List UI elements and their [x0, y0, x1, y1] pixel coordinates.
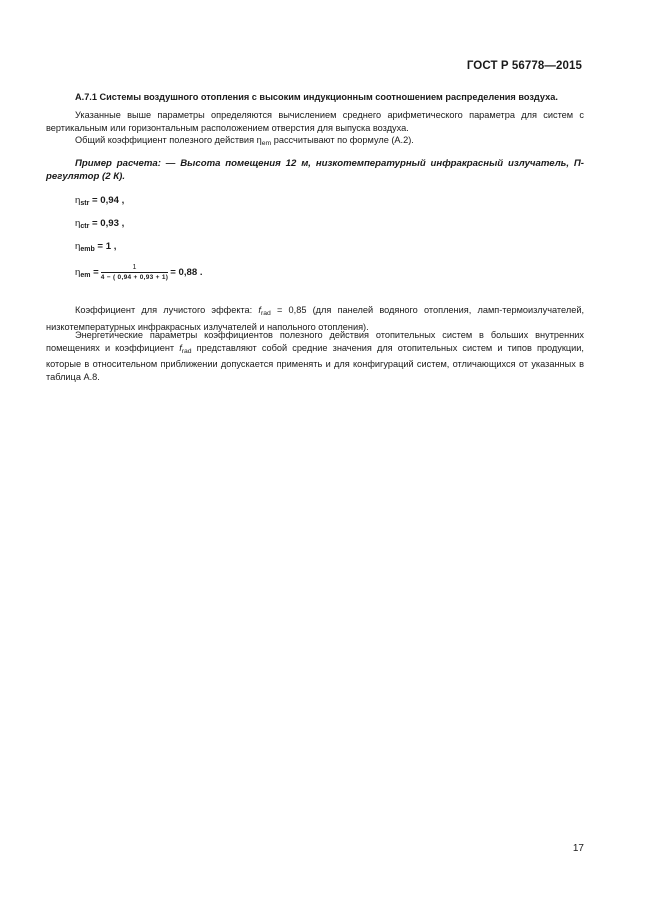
formula-subscript: str: [80, 200, 90, 207]
formula-value: = 1 ,: [97, 241, 117, 252]
eta-symbol: η: [75, 241, 81, 252]
formula-result: = 0,88 .: [170, 267, 203, 279]
eta-symbol: η: [75, 218, 81, 229]
f-symbol: f: [179, 342, 182, 353]
formula-value: = 0,93 ,: [91, 218, 125, 229]
formula-subscript: em: [80, 272, 91, 280]
eta-symbol: η: [75, 267, 81, 279]
paragraph-text-before: Энергетические параметры коэффициентов полезного действия отопительных систем в больших внутренних помещениях и коэффициент: [46, 330, 584, 353]
formula-eta-em: [75, 264, 203, 281]
page-number: 17: [572, 843, 584, 854]
formula-eta-ctr: [75, 218, 124, 230]
paragraph-text-after: = 0,85 (для панелей водяного отопления, ламп-термоизлучателей, низкотемпературных инфракрасных излучателей и напольного отопления).: [46, 305, 584, 332]
f-subscript: rad: [260, 310, 271, 317]
paragraph-energy-parameters: [46, 329, 584, 383]
eta-subscript: em: [261, 140, 272, 147]
fraction-denominator: 4 − ( 0,94 + 0,93 + 1): [100, 274, 169, 281]
paragraph-text-after: рассчитывают по формуле (А.2).: [271, 135, 414, 145]
section-heading: А.7.1 Системы воздушного отопления с высоким индукционным соотношением распределения воздуха.: [75, 92, 558, 102]
f-symbol: f: [258, 305, 261, 315]
fraction-numerator: 1: [101, 264, 169, 273]
formula-eta-str: [75, 195, 124, 207]
document-code: ГОСТ Р 56778—2015: [466, 60, 582, 72]
eta-symbol: η: [256, 135, 262, 145]
calculation-example: Пример расчета: — Высота помещения 12 м, низкотемпературный инфракрасный излучатель, П-регулятор (2 К).: [46, 158, 584, 182]
paragraph-total-efficiency: [46, 134, 584, 151]
paragraph-text-before: Коэффициент для лучистого эффекта:: [75, 305, 259, 315]
paragraph-arithmetic-mean: Указанные выше параметры определяются вычислением среднего арифметического параметра для систем с вертикальным или горизонтальным расположением отверстия для выпуска воздуха.: [46, 110, 584, 133]
paragraph-text-before: Общий коэффициент полезного действия: [75, 135, 257, 145]
paragraph-text-after: представляют собой средние значения для отопительных систем и типов продукции, которые в относительном приближении допускается применять и для конфигураций систем, отличающихся от указанных в таблица А.8.: [46, 342, 584, 382]
formula-eta-emb: [75, 241, 116, 253]
formula-value: = 0,94 ,: [91, 195, 125, 206]
eta-symbol: η: [75, 195, 81, 206]
formula-subscript: emb: [80, 246, 95, 253]
formula-equals: =: [93, 267, 99, 279]
fraction: [101, 264, 169, 281]
formula-subscript: ctr: [80, 223, 90, 230]
f-subscript: rad: [181, 347, 192, 355]
